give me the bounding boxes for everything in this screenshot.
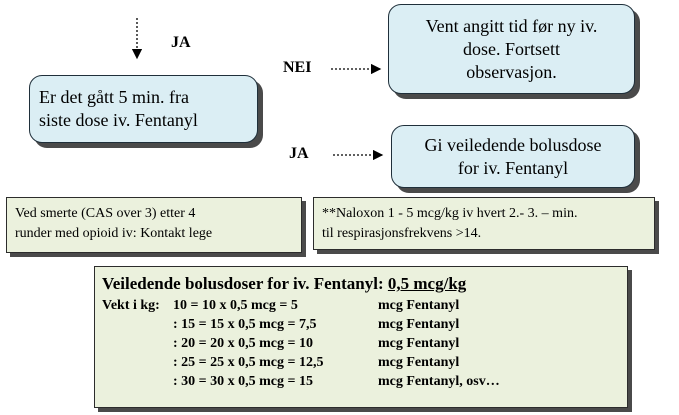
- dose-unit: mcg Fentanyl: [378, 317, 460, 332]
- pain-line-2: runder med opioid iv: Kontakt lege: [15, 226, 213, 241]
- give-line-2: for iv. Fentanyl: [457, 157, 569, 178]
- wait-node: [388, 4, 635, 94]
- wait-line-1: Vent angitt tid før ny iv.: [425, 15, 598, 36]
- pain-note: [6, 197, 302, 253]
- give-line-1: Gi veiledende bolusdose: [424, 134, 602, 155]
- wait-line-2: dose. Fortsett: [463, 38, 560, 59]
- dose-weight-prefix: Vekt i kg:: [102, 298, 160, 313]
- question-line-2: siste dose iv. Fentanyl: [39, 110, 198, 130]
- label-ja-bottom: JA: [289, 145, 309, 162]
- dose-heading: [102, 273, 466, 294]
- question-line-1: Er det gått 5 min. fra: [39, 87, 189, 107]
- dose-unit: mcg Fentanyl: [378, 298, 460, 313]
- dose-expression: : 25 = 25 x 0,5 mcg = 12,5: [173, 355, 324, 370]
- dose-expression: : 20 = 20 x 0,5 mcg = 10: [173, 336, 313, 351]
- naloxon-line-1: **Naloxon 1 - 5 mcg/kg iv hvert 2.- 3. – min.: [322, 206, 578, 221]
- naloxon-line-2: til respirasjonsfrekvens >14.: [322, 226, 482, 241]
- dose-expression: : 30 = 30 x 0,5 mcg = 15: [173, 374, 313, 389]
- dose-unit: mcg Fentanyl: [378, 355, 460, 370]
- wait-line-3: observasjon.: [466, 61, 557, 82]
- label-nei: NEI: [283, 59, 312, 76]
- pain-line-1: Ved smerte (CAS over 3) etter 4: [15, 206, 196, 221]
- dose-unit: mcg Fentanyl, osv…: [378, 374, 500, 389]
- question-node: [29, 75, 258, 143]
- label-ja-top: JA: [171, 34, 191, 51]
- give-bolus-node: [391, 125, 635, 188]
- dose-table: [94, 266, 628, 408]
- dose-heading-value: 0,5 mcg/kg: [387, 274, 467, 293]
- dose-unit: mcg Fentanyl: [378, 336, 460, 351]
- dose-expression: 10 = 10 x 0,5 mcg = 5: [173, 298, 298, 313]
- dose-heading-text: Veiledende bolusdoser for iv. Fentanyl:: [102, 274, 388, 293]
- dose-expression: : 15 = 15 x 0,5 mcg = 7,5: [173, 317, 317, 332]
- naloxon-note: [313, 197, 655, 250]
